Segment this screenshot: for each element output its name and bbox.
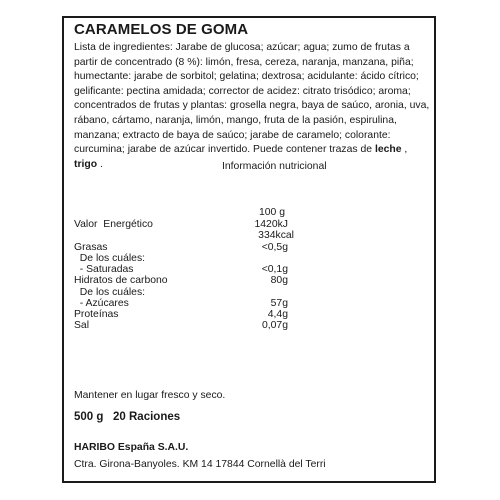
- nutrition-per-label: 100 g: [258, 207, 285, 218]
- nutrition-row-value: 0,07g: [261, 320, 288, 331]
- nutrition-row-label: Sal: [74, 320, 90, 331]
- nutrition-row-label: Valor Energético: [74, 219, 153, 230]
- ingredients-text: Lista de ingredientes: Jarabe de glucosa; azúcar; agua; zumo de frutas a partir de concentrado (8 %): limón, fresa, cereza, naranja, manzana, piña; humectante: jarabe de sorbitol; gelatina; dextrosa; acidulante: ácido cítrico; gelificante: pectina amidada; corrector de acidez: citrato trisódico; aroma; concentrados de frutas y plantas: grosella negra, baya de saúco, aronia, uva, rábano, cártamo, naranja, limón, mango, fruta de la pasión, espirulina, manzana; extracto de baya de saúco; jarabe de caramelo; colorante: curcumina; jarabe de azúcar invertido. Puede contener trazas de: [74, 42, 430, 156]
- nutrition-row: [74, 275, 288, 287]
- product-title: CARAMELOS DE GOMA: [74, 21, 249, 38]
- storage-instructions: Mantener en lugar fresco y seco.: [74, 390, 226, 401]
- nutrition-row-label: De los cuáles:: [74, 287, 146, 298]
- nutrition-row-value: <0,1g: [261, 264, 288, 275]
- nutrition-row-value: 80g: [270, 275, 288, 286]
- nutrition-row-value: 1420kJ: [254, 219, 288, 230]
- nutrition-row-value: 334kcal: [258, 230, 294, 241]
- nutrition-row-label: - Azúcares: [74, 298, 129, 309]
- nutrition-row-value: <0,5g: [261, 242, 288, 253]
- nutrition-row-label: Proteínas: [74, 309, 119, 320]
- nutrition-row-value: 4,4g: [267, 309, 288, 320]
- nutrition-per-row: [74, 207, 288, 219]
- allergen-milk: leche: [374, 144, 402, 156]
- nutrition-row-label: Hidratos de carbono: [74, 275, 168, 286]
- nutrition-row-label: - Saturadas: [74, 264, 134, 275]
- company-name: HARIBO España S.A.U.: [74, 442, 189, 453]
- net-weight-line: [74, 411, 180, 423]
- ingredients-list: [74, 41, 430, 172]
- net-weight: 500 g: [74, 411, 104, 423]
- nutrition-header: Información nutricional: [222, 161, 327, 172]
- allergen-separator: ,: [401, 144, 408, 156]
- servings: 20 Raciones: [113, 411, 181, 423]
- allergen-wheat: trigo: [74, 158, 98, 170]
- company-address: Ctra. Girona-Banyoles. KM 14 17844 Cornellà del Terri: [74, 459, 326, 470]
- nutrition-row-label: Grasas: [74, 242, 108, 253]
- nutrition-row: [74, 230, 294, 242]
- nutrition-row-label: De los cuáles:: [74, 253, 146, 264]
- ingredients-end: .: [97, 158, 103, 170]
- nutrition-row: [74, 320, 288, 332]
- nutrition-row-value: 57g: [270, 298, 288, 309]
